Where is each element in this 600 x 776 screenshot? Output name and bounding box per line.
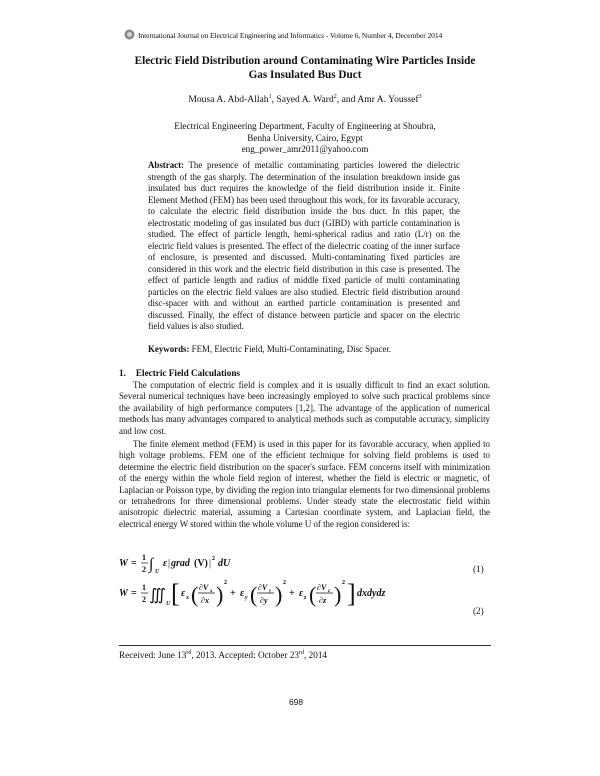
svg-text:2: 2 — [224, 580, 227, 586]
svg-text:+: + — [289, 588, 295, 599]
svg-text:(V): (V) — [194, 558, 208, 569]
abstract-text: The presence of metallic contaminating particles lowered the dielectric strength of the gas sharply. The determination of the insulation breakdown inside gas insulated bus duct requires the knowledge of the field distribution inside it. Finite Element Method (FEM) has been used throughout this work, for its favorable accuracy, to calculate the electric field distribution inside the bus duct. In this paper, the electrostatic modeling of gas insulated bus duct (GIBD) with particle contamination is studied. The effect of particle length, hemi-spherical radius and ratio (L/r) on the electric field values is presented. The effect of the dielectric coating of the inner surface of enclosure, is presented and discussed. Multi-contaminating fixed particles are considered in this work and the electric field distribution in this case is presented. The effect of particle length and radius of middle fixed particle of multi contaminating particles on the electric field values are also studied. Electric field distribution around disc-spacer with and without an earthed particle contamination is presented and discussed. Finally, the effect of distance between particle and spacer on the electric field values is also studied. — [148, 160, 460, 331]
svg-text:dU: dU — [218, 558, 231, 569]
svg-text:1: 1 — [142, 583, 146, 592]
footnote-divider — [119, 645, 491, 646]
section-number: 1. — [119, 368, 126, 378]
keywords — [148, 344, 460, 354]
accepted-label: , 2013. Accepted: October 23 — [191, 650, 300, 661]
affiliation-line: Benha University, Cairo, Egypt — [247, 132, 363, 143]
title-line-1: Electric Field Distribution around Contaminating Wire Particles Inside — [134, 55, 476, 67]
section-heading — [119, 368, 240, 378]
svg-text:∫: ∫ — [149, 556, 154, 573]
svg-text:(: ( — [309, 582, 317, 607]
section-body — [119, 380, 490, 532]
svg-text:=: = — [131, 588, 137, 599]
svg-text:U: U — [155, 569, 160, 575]
paragraph: The finite element method (FEM) is used in this paper for its favorable accuracy, when applied to high voltage problems. FEM one of the efficient technique for solving field problems is used to determine the electric field distribution on the spacer's surface. FEM concerns itself with minimization of the energy within the whole field region of interest, whether the field is electric or magnetic, of Laplacian or Poisson type, by dividing the region into triangular elements for two dimensional problems or tetrahedrons for three dimensional problems. Under steady state the electrostatic field within anisotropic dielectric material, assuming a Cartesian coordinate system, and Laplacian field, the electrical energy W stored within the whole volume U of the region considered is: — [119, 439, 490, 529]
author-name: Amr A. Youssef — [357, 94, 419, 106]
svg-text:1: 1 — [142, 553, 146, 562]
author-sup: 2 — [333, 94, 337, 100]
journal-header: International Journal on Electrical Engineering and Informatics - Volume 6, Number 4, December 2014 — [138, 31, 443, 40]
svg-text:W: W — [119, 588, 128, 599]
svg-text:z: z — [328, 589, 330, 594]
svg-text:x: x — [186, 595, 189, 601]
svg-text:): ) — [334, 582, 342, 607]
svg-text:∂z: ∂z — [319, 596, 327, 605]
equation-2 — [119, 574, 449, 614]
keywords-label: Keywords: — [148, 344, 190, 354]
svg-text:2: 2 — [342, 580, 345, 586]
svg-text:2: 2 — [212, 556, 215, 562]
svg-text:ε: ε — [163, 558, 168, 569]
author-separator: , and — [336, 94, 358, 106]
keywords-text: FEM, Electric Field, Multi-Contaminating, Disc Spacer. — [191, 344, 392, 354]
svg-text:∂y: ∂y — [260, 596, 268, 605]
received-sup: rd — [186, 650, 192, 656]
affiliation — [110, 121, 500, 156]
svg-text:|: | — [209, 558, 212, 569]
svg-text:[: [ — [171, 579, 180, 608]
svg-text:dxdydz: dxdydz — [357, 588, 386, 599]
title-line-2: Gas Insulated Bus Duct — [248, 68, 362, 81]
svg-text:|: | — [168, 558, 171, 569]
abstract — [148, 160, 460, 333]
author-list — [110, 94, 500, 105]
paragraph: The computation of electric field is complex and it is usually difficult to find an exact solution. Several numerical techniques have been increasingly employed to solve such practical problems since the availability of high performance computers [1,2]. The advantage of the application of numerical methods has many advantages compared to analytical methods such as computable accuracy, simplicity and low cost. — [119, 380, 490, 436]
equation-1-number: (1) — [473, 564, 484, 574]
author-sup: 3 — [418, 94, 422, 100]
svg-text:ε: ε — [299, 588, 304, 599]
svg-text:ε: ε — [181, 588, 186, 599]
svg-text:y: y — [269, 589, 272, 594]
abstract-label: Abstract: — [148, 160, 184, 170]
received-label: Received: June 13 — [119, 650, 187, 661]
svg-text:(: ( — [250, 582, 258, 607]
author-name: Sayed A. Ward — [276, 94, 334, 106]
svg-text:U: U — [166, 601, 171, 607]
svg-text:z: z — [304, 595, 307, 601]
svg-text:x: x — [210, 589, 213, 594]
author-name: Mousa A. Abd-Allah — [188, 94, 269, 106]
journal-logo-icon — [124, 29, 135, 40]
accepted-year: , 2014 — [304, 650, 327, 661]
page-number: 698 — [289, 697, 303, 707]
svg-text:∂V: ∂V — [199, 583, 209, 592]
svg-text:∂x: ∂x — [201, 596, 209, 605]
svg-text:ε: ε — [240, 588, 245, 599]
accepted-sup: rd — [299, 650, 305, 656]
svg-text:y: y — [245, 595, 248, 601]
svg-text:]: ] — [347, 579, 356, 608]
svg-text:W: W — [119, 558, 128, 569]
paper-title — [110, 55, 500, 82]
svg-text:2: 2 — [142, 565, 146, 574]
equation-2-number: (2) — [473, 606, 484, 616]
svg-text:grad: grad — [171, 558, 190, 569]
author-sup: 1 — [268, 94, 272, 100]
received-accepted-dates — [119, 650, 327, 660]
svg-text:=: = — [131, 558, 137, 569]
author-separator: , — [271, 94, 277, 106]
affiliation-line: Electrical Engineering Department, Faculty of Engineering at Shoubra, — [174, 121, 436, 131]
svg-text:(: ( — [191, 582, 199, 607]
email: eng_power_amr2011@yahoo.com — [241, 144, 369, 155]
section-title: Electric Field Calculations — [135, 368, 240, 378]
svg-text:∂V: ∂V — [258, 583, 268, 592]
svg-text:): ) — [275, 582, 283, 607]
svg-text:2: 2 — [142, 595, 146, 604]
svg-text:+: + — [230, 588, 236, 599]
svg-text:∂V: ∂V — [317, 583, 327, 592]
svg-text:): ) — [216, 582, 224, 607]
svg-text:∭: ∭ — [149, 587, 166, 604]
svg-text:2: 2 — [283, 580, 286, 586]
